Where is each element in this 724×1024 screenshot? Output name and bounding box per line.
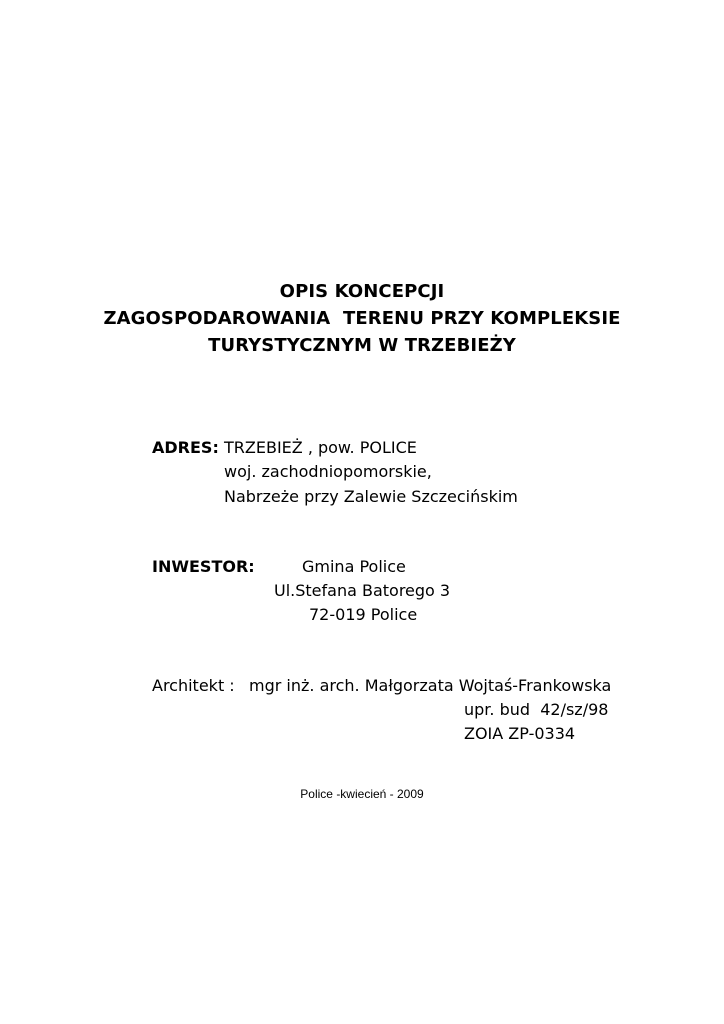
place-date: Police -kwiecień - 2009	[300, 787, 424, 801]
investor-line-2: Ul.Stefana Batorego 3	[274, 581, 451, 600]
address-line-3: Nabrzeże przy Zalewie Szczecińskim	[224, 487, 518, 506]
architect-label: Architekt :	[152, 676, 235, 695]
title-line-1: OPIS KONCEPCJI	[279, 281, 445, 302]
title-line-3: TURYSTYCZNYM W TRZEBIEŻY	[208, 335, 516, 356]
address-label: ADRES:	[152, 438, 219, 457]
investor-line-3: 72-019 Police	[309, 605, 418, 624]
architect-license: upr. bud 42/sz/98	[464, 700, 609, 719]
address-line-1: TRZEBIEŻ , pow. POLICE	[224, 438, 417, 457]
title-line-2: ZAGOSPODAROWANIA TERENU PRZY KOMPLEKSIE	[103, 308, 621, 329]
address-line-2: woj. zachodniopomorskie,	[224, 462, 432, 481]
investor-line-1: Gmina Police	[302, 557, 406, 576]
architect-name: mgr inż. arch. Małgorzata Wojtaś-Frankowska	[249, 676, 612, 695]
architect-zoia: ZOIA ZP-0334	[464, 724, 576, 743]
investor-label: INWESTOR:	[152, 557, 255, 576]
